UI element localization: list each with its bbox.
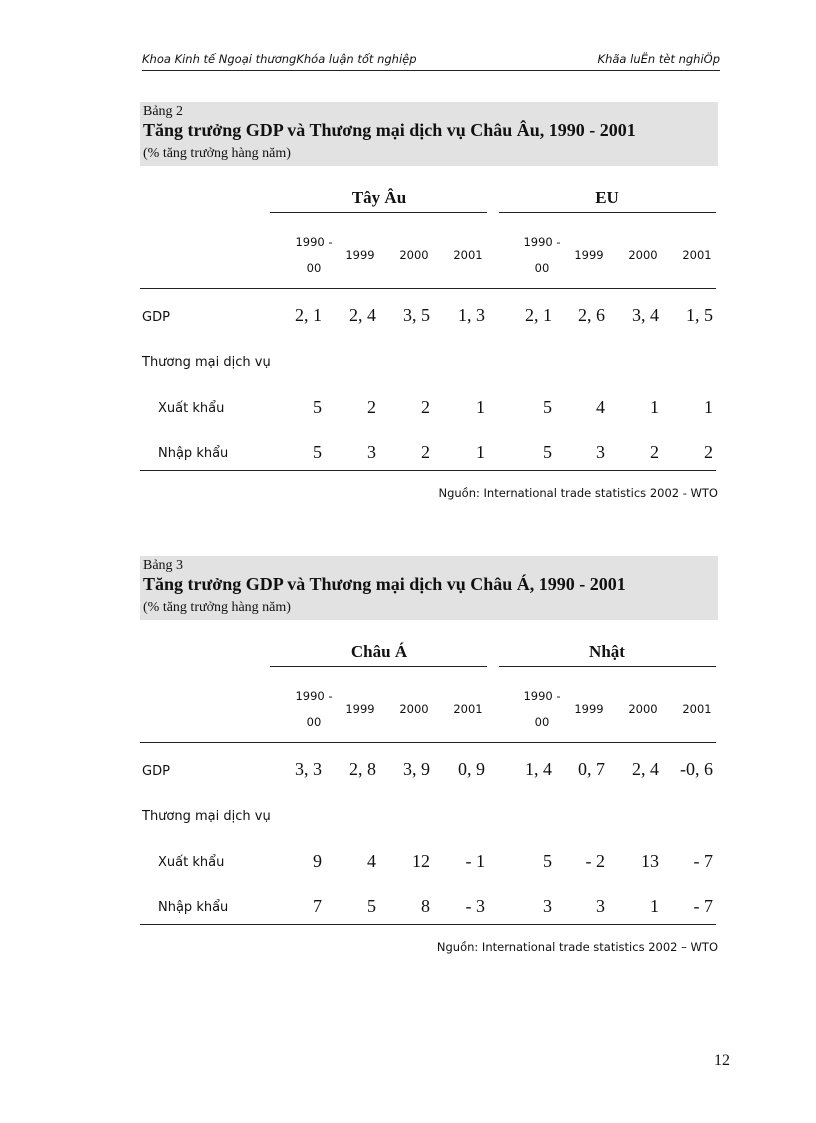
table-cell: 0, 7 — [578, 759, 605, 779]
table-cell: 3 — [367, 442, 376, 462]
year-header — [564, 696, 614, 722]
year-header-line: 2001 — [682, 702, 712, 716]
table-unit: (% tăng trưởng hàng năm) — [143, 146, 291, 161]
table-cell: 3 — [543, 896, 552, 916]
table-cell: 5 — [367, 896, 376, 916]
table-cell: 3, 3 — [295, 759, 322, 779]
year-header-line: 2001 — [453, 702, 483, 716]
year-header — [672, 242, 722, 268]
table-cell: 4 — [596, 397, 605, 417]
bottom-rule — [140, 924, 716, 925]
group-underline — [499, 212, 716, 213]
year-header-line: 1999 — [574, 248, 604, 262]
year-header — [517, 229, 567, 281]
table-label: Bảng 3 — [143, 558, 184, 573]
table-cell: 3, 5 — [403, 305, 430, 325]
year-header — [389, 696, 439, 722]
source-note: Nguồn: International trade statistics 2002 - WTO — [438, 486, 718, 500]
row-label-export: Xuất khẩu — [158, 401, 225, 416]
year-header — [335, 696, 385, 722]
year-header-line: 2000 — [399, 702, 429, 716]
year-header — [517, 683, 567, 735]
table-cell: 1 — [476, 442, 485, 462]
table-cell: 1, 3 — [458, 305, 485, 325]
table-cell: 3, 9 — [403, 759, 430, 779]
year-header-line: 1999 — [574, 702, 604, 716]
year-header-line: 00 — [534, 715, 550, 729]
year-header — [443, 242, 493, 268]
table-cell: 2 — [704, 442, 713, 462]
table-title: Tăng trưởng GDP và Thương mại dịch vụ Châu Âu, 1990 - 2001 — [143, 120, 636, 140]
year-header-line: 2000 — [628, 702, 658, 716]
table-cell: 13 — [641, 851, 659, 871]
year-header-line: 1999 — [345, 702, 375, 716]
year-header — [618, 242, 668, 268]
year-header-line: 1990 - — [295, 689, 333, 703]
table-cell: 5 — [313, 442, 322, 462]
row-label-gdp: GDP — [142, 310, 170, 325]
table-cell: 3 — [596, 442, 605, 462]
table-cell: 5 — [313, 397, 322, 417]
table-cell: 3 — [596, 896, 605, 916]
year-header — [672, 696, 722, 722]
table-cell: 2 — [421, 442, 430, 462]
year-header-line: 00 — [306, 261, 322, 275]
row-label-services: Thương mại dịch vụ — [142, 809, 271, 824]
year-header — [389, 242, 439, 268]
year-header — [289, 229, 339, 281]
table-cell: 2, 8 — [349, 759, 376, 779]
table-cell: - 2 — [585, 851, 605, 871]
page-number: 12 — [714, 1052, 730, 1069]
source-note: Nguồn: International trade statistics 2002 – WTO — [436, 940, 718, 954]
table-cell: 1 — [704, 397, 713, 417]
year-header-line: 1990 - — [295, 235, 333, 249]
year-header-line: 2001 — [453, 248, 483, 262]
year-header — [443, 696, 493, 722]
header-rule — [140, 742, 716, 743]
table-cell: 0, 9 — [458, 759, 485, 779]
page-header — [142, 52, 720, 71]
table-cell: 2, 6 — [578, 305, 605, 325]
year-header-line: 2000 — [399, 248, 429, 262]
header-rule — [140, 288, 716, 289]
table-cell: 1 — [476, 397, 485, 417]
row-label-import: Nhập khẩu — [158, 446, 229, 461]
group-header: Tây Âu — [351, 188, 407, 207]
group-underline — [499, 666, 716, 667]
table-cell: 2, 1 — [295, 305, 322, 325]
year-header-line: 2000 — [628, 248, 658, 262]
year-header-line: 00 — [306, 715, 322, 729]
table-label: Bảng 2 — [143, 104, 184, 119]
table-cell: - 1 — [465, 851, 485, 871]
header-right-text: Khãa luËn tèt nghiÖp — [597, 52, 720, 66]
table-cell: 1, 4 — [525, 759, 552, 779]
table-cell: 4 — [367, 851, 376, 871]
table-cell: 3, 4 — [632, 305, 659, 325]
row-label-services: Thương mại dịch vụ — [142, 355, 271, 370]
group-header: Nhật — [589, 642, 625, 661]
table-cell: 2 — [421, 397, 430, 417]
year-header-line: 1990 - — [523, 235, 561, 249]
group-header: Châu Á — [350, 642, 408, 661]
table-cell: 5 — [543, 397, 552, 417]
table-cell: 1 — [650, 896, 659, 916]
group-header: EU — [595, 188, 619, 207]
year-header-line: 2001 — [682, 248, 712, 262]
year-header — [564, 242, 614, 268]
table-cell: 12 — [412, 851, 430, 871]
table-cell: 9 — [313, 851, 322, 871]
year-header-line: 1999 — [345, 248, 375, 262]
table-cell: 2, 1 — [525, 305, 552, 325]
table-cell: 5 — [543, 442, 552, 462]
table-cell: - 3 — [465, 896, 485, 916]
row-label-export: Xuất khẩu — [158, 855, 225, 870]
table-cell: - 7 — [693, 851, 713, 871]
table-cell: 7 — [313, 896, 322, 916]
group-underline — [270, 212, 487, 213]
table-cell: 5 — [543, 851, 552, 871]
year-header — [335, 242, 385, 268]
year-header-line: 1990 - — [523, 689, 561, 703]
bottom-rule — [140, 470, 716, 471]
table-cell: 8 — [421, 896, 430, 916]
header-left-text: Khoa Kinh tế Ngoại thươngKhóa luận tốt nghiệp — [142, 52, 417, 66]
table-cell: 2, 4 — [349, 305, 376, 325]
table-unit: (% tăng trưởng hàng năm) — [143, 600, 291, 615]
table-cell: 2 — [650, 442, 659, 462]
group-underline — [270, 666, 487, 667]
table-cell: 2, 4 — [632, 759, 659, 779]
row-label-import: Nhập khẩu — [158, 900, 229, 915]
table-cell: 1, 5 — [686, 305, 713, 325]
year-header — [618, 696, 668, 722]
table-cell: 2 — [367, 397, 376, 417]
year-header — [289, 683, 339, 735]
table-cell: -0, 6 — [680, 759, 713, 779]
year-header-line: 00 — [534, 261, 550, 275]
row-label-gdp: GDP — [142, 764, 170, 779]
table-cell: - 7 — [693, 896, 713, 916]
table-title: Tăng trưởng GDP và Thương mại dịch vụ Châu Á, 1990 - 2001 — [143, 574, 626, 594]
table-cell: 1 — [650, 397, 659, 417]
